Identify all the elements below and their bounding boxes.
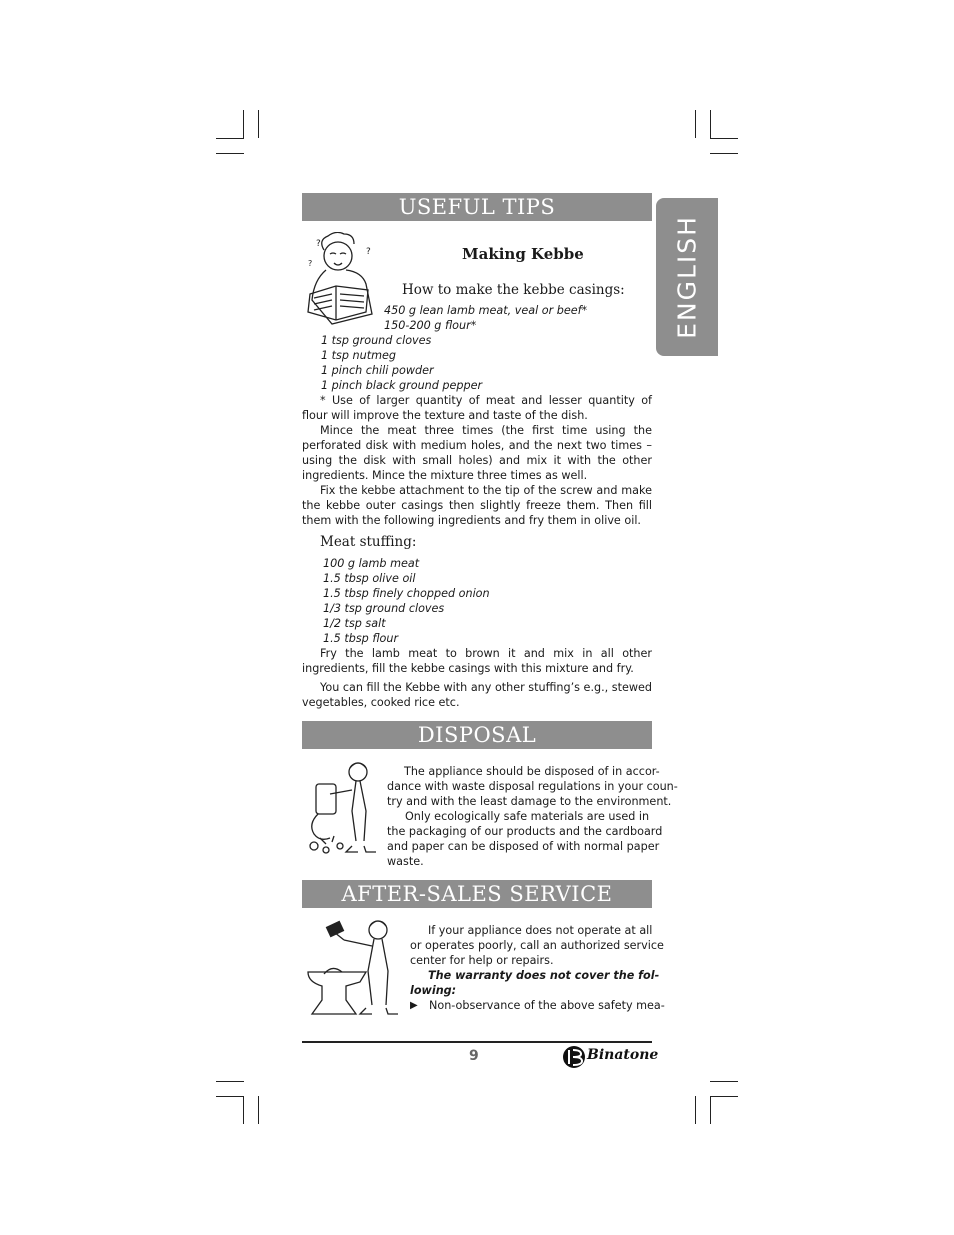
ingredient-item: 150-200 g flour*: [384, 319, 477, 332]
service-line: or operates poorly, call an authorized service: [410, 939, 664, 952]
crop-mark: [695, 110, 696, 138]
crop-mark: [243, 1096, 244, 1124]
footer-rule: [302, 1041, 652, 1043]
instruction-paragraph: [302, 423, 652, 483]
crop-mark: [710, 1096, 738, 1097]
instruction-paragraph: [302, 680, 652, 710]
crop-mark: [710, 1096, 711, 1124]
disposal-line: The appliance should be disposed of in accor-: [404, 765, 660, 778]
ingredient-item: 450 g lean lamb meat, veal or beef*: [384, 304, 588, 317]
ingredient-note-text: * Use of larger quantity of meat and lesser quantity of flour will improve the texture and taste of the dish.: [302, 394, 652, 422]
crop-mark: [243, 110, 244, 138]
disposal-banner: DISPOSAL: [302, 721, 652, 749]
stuffing-item: 1.5 tbsp olive oil: [323, 572, 416, 585]
svg-text:?: ?: [316, 239, 321, 249]
crop-mark: [216, 153, 244, 154]
stuffing-item: 1.5 tbsp finely chopped onion: [323, 587, 490, 600]
service-bullet-item: Non-observance of the above safety mea-: [429, 999, 665, 1012]
crop-mark: [216, 138, 244, 139]
instruction-text: Fry the lamb meat to brown it and mix in all other ingredients, fill the kebbe casings with this mixture and fry.: [302, 647, 652, 675]
crop-mark: [258, 1096, 259, 1124]
ingredient-item: 1 tsp nutmeg: [321, 349, 396, 362]
after-sales-service-banner: AFTER-SALES SERVICE: [302, 880, 652, 908]
brand-name: Binatone: [587, 1047, 659, 1063]
crop-mark: [216, 1096, 244, 1097]
language-tab: [656, 198, 718, 356]
casings-heading: How to make the kebbe casings:: [402, 282, 625, 298]
crop-mark: [710, 153, 738, 154]
crop-mark: [710, 1081, 738, 1082]
disposal-line: the packaging of our products and the cardboard: [387, 825, 663, 838]
crop-mark: [710, 110, 711, 138]
stuffing-item: 1.5 tbsp flour: [323, 632, 399, 645]
instruction-paragraph: [302, 483, 652, 528]
man-with-waste-bin-illustration: [304, 760, 384, 860]
service-line: center for help or repairs.: [410, 954, 554, 967]
crop-mark: [695, 1096, 696, 1124]
warranty-heading: The warranty does not cover the fol-: [428, 969, 660, 982]
disposal-line: Only ecologically safe materials are used in: [405, 810, 650, 823]
chef-reading-book-illustration: [302, 232, 382, 330]
disposal-line: waste.: [387, 855, 424, 868]
ingredient-note: [302, 393, 652, 423]
service-line: If your appliance does not operate at all: [428, 924, 653, 937]
disposal-line: try and with the least damage to the environment.: [387, 795, 672, 808]
disposal-line: dance with waste disposal regulations in your coun-: [387, 780, 678, 793]
warranty-heading: lowing:: [410, 984, 457, 997]
ingredient-item: 1 tsp ground cloves: [321, 334, 432, 347]
recipe-title: Making Kebbe: [462, 245, 584, 263]
crop-mark: [216, 1081, 244, 1082]
language-tab-label: ENGLISH: [672, 215, 702, 339]
stuffing-item: 100 g lamb meat: [323, 557, 420, 570]
instruction-text: Mince the meat three times (the first time using the perforated disk with medium holes, and the next two times – using the disk with small holes) and mix it with the other ingredients. Mince the mixture three times as well.: [302, 424, 652, 482]
useful-tips-banner: USEFUL TIPS: [302, 193, 652, 221]
stuffing-heading: Meat stuffing:: [320, 534, 417, 550]
smith-with-anvil-illustration: [304, 916, 404, 1020]
instruction-text: You can fill the Kebbe with any other stuffing’s e.g., stewed vegetables, cooked rice etc.: [302, 681, 653, 709]
instruction-paragraph: [302, 646, 652, 676]
instruction-text: Fix the kebbe attachment to the tip of the screw and make the kebbe outer casings then slightly freeze them. Then fill them with the following ingredients and fry them in olive oil.: [302, 484, 652, 527]
stuffing-item: 1/2 tsp salt: [323, 617, 386, 630]
crop-mark: [258, 110, 259, 138]
bullet-arrow-icon: ▶: [410, 1000, 418, 1011]
svg-text:?: ?: [366, 247, 371, 257]
ingredient-item: 1 pinch chili powder: [321, 364, 434, 377]
svg-text:?: ?: [308, 259, 313, 268]
disposal-line: and paper can be disposed of with normal paper: [387, 840, 660, 853]
ingredient-item: 1 pinch black ground pepper: [321, 379, 483, 392]
crop-mark: [710, 138, 738, 139]
page-number: 9: [469, 1048, 479, 1064]
binatone-logo-icon: [562, 1045, 588, 1069]
stuffing-item: 1/3 tsp ground cloves: [323, 602, 445, 615]
